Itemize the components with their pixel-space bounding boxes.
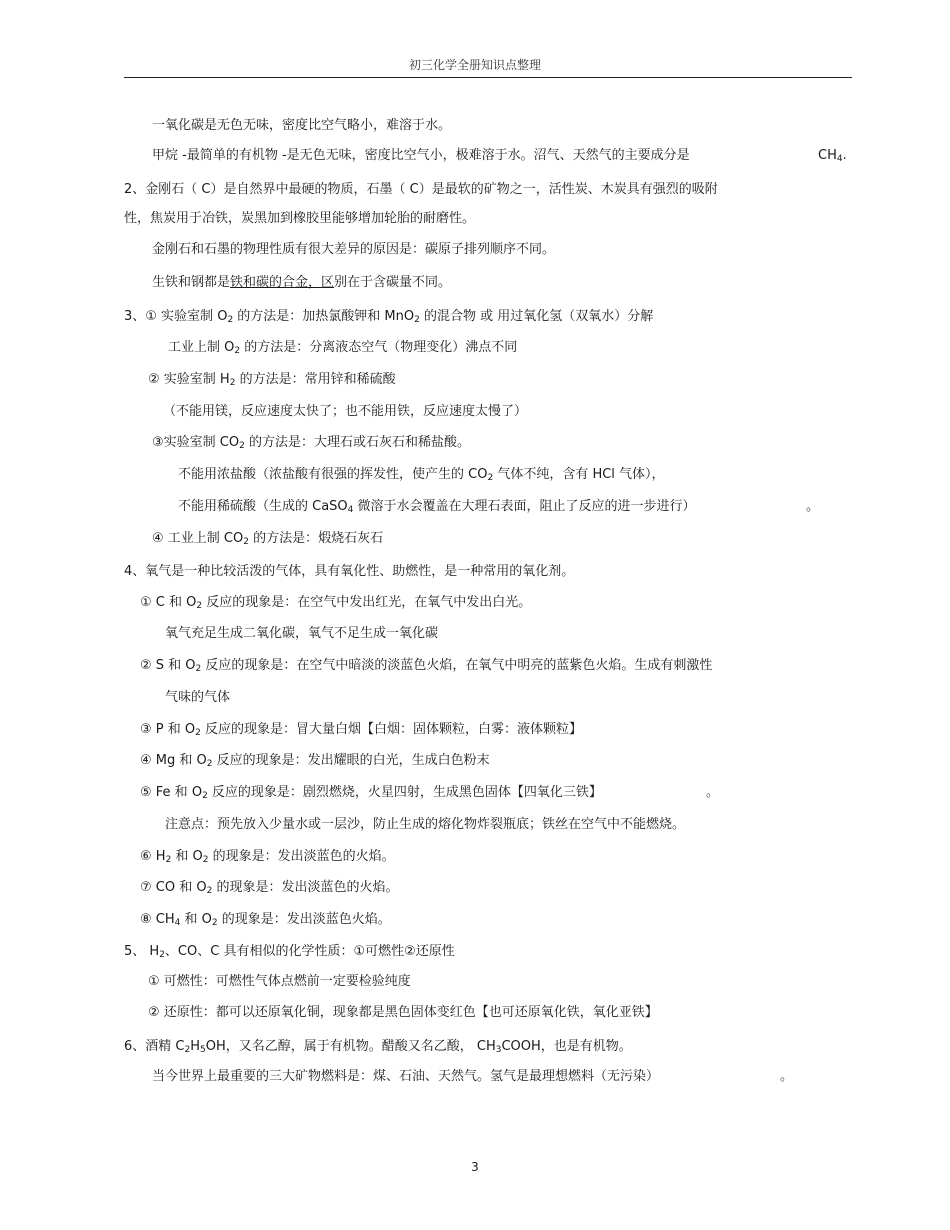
- text-line: 金刚石和石墨的物理性质有很大差异的原因是：碳原子排列顺序不同。: [152, 242, 556, 257]
- text-line: ③实验室制 $CO_2$ 的方法是：大理石或石灰石和稀盐酸。: [152, 435, 470, 451]
- text-line: 性，焦炭用于冶铁，炭黑加到橡胶里能够增加轮胎的耐磨性。: [124, 211, 476, 226]
- text-line: 工业上制 $O_2$ 的方法是：分离液态空气（物理变化）沸点不同: [168, 340, 518, 356]
- text-line: 。: [806, 499, 820, 514]
- text-line: ⑥ $H_2$ 和 $O_2$ 的现象是：发出淡蓝色的火焰。: [140, 849, 395, 865]
- text-line: 气味的气体: [165, 690, 231, 705]
- text-line: ② S 和 $O_2$ 反应的现象是：在空气中暗淡的淡蓝色火焰，在氧气中明亮的蓝紫色火焰。生成有刺激性: [140, 658, 713, 674]
- text-line: ⑧ $CH_4$ 和 $O_2$ 的现象是：发出淡蓝色火焰。: [140, 912, 391, 928]
- text-line: 不能用稀硫酸（生成的 CaSO$_4$ 微溶于水会覆盖在大理石表面，阻止了反应的进一步进行）: [178, 499, 696, 515]
- text-line: 5、 $H_2$、CO、C 具有相似的化学性质：①可燃性②还原性: [124, 944, 455, 960]
- text-line: ② 实验室制 $H_2$ 的方法是：常用锌和稀硫酸: [148, 372, 396, 388]
- text-line: 3、① 实验室制 $O_2$ 的方法是：加热氯酸钾和 MnO$_2$ 的混合物 或 用过氧化氢（双氧水）分解: [124, 309, 654, 325]
- text-line: ④ Mg 和 $O_2$ 反应的现象是：发出耀眼的白光，生成白色粉末: [140, 753, 490, 769]
- text-line: 。: [706, 785, 720, 800]
- text-line: 注意点：预先放入少量水或一层沙，防止生成的熔化物炸裂瓶底；铁丝在空气中不能燃烧。: [165, 817, 686, 832]
- text-line: 6、酒精 $C_2H_5OH$，又名乙醇，属于有机物。醋酸又名乙酸， $CH_3COOH$，也是有机物。: [124, 1039, 632, 1055]
- text-line: ① C 和 $O_2$ 反应的现象是：在空气中发出红光，在氧气中发出白光。: [140, 595, 532, 611]
- text-line: 氧气充足生成二氧化碳，氧气不足生成一氧化碳: [165, 626, 439, 641]
- text-line: ⑦ CO 和 $O_2$ 的现象是：发出淡蓝色的火焰。: [140, 880, 399, 896]
- text-line: ④ 工业上制 $CO_2$ 的方法是：煅烧石灰石: [152, 531, 384, 547]
- page-header-title: 初三化学全册知识点整理: [408, 58, 541, 72]
- text-line: 2、金刚石（ C）是自然界中最硬的物质，石墨（ C）是最软的矿物之一，活性炭、木炭具有强烈的吸附: [124, 182, 718, 197]
- text-line: 。: [780, 1069, 794, 1084]
- text-line: ⑤ Fe 和 $O_2$ 反应的现象是：剧烈燃烧，火星四射，生成黑色固体【四氧化三铁】: [140, 785, 602, 801]
- text-line: 生铁和钢都是铁和碳的合金，区别在于含碳量不同。: [152, 275, 452, 290]
- text-line: 4、氧气是一种比较活泼的气体，具有氧化性、助燃性，是一种常用的氧化剂。: [124, 564, 575, 579]
- text-line: 一氧化碳是无色无味，密度比空气略小，难溶于水。: [152, 118, 452, 133]
- header-rule: [124, 77, 852, 78]
- page-number: 3: [471, 1160, 479, 1174]
- text-line: ① 可燃性：可燃性气体点燃前一定要检验纯度: [148, 974, 411, 989]
- text-line: 不能用浓盐酸（浓盐酸有很强的挥发性，使产生的 $CO_2$ 气体不纯，含有 HCl 气体），: [178, 467, 665, 483]
- text-line: 甲烷 -最简单的有机物 -是无色无味，密度比空气小，极难溶于水。沼气、天然气的主要成分是: [152, 148, 690, 163]
- text-line: 当今世界上最重要的三大矿物燃料是：煤、石油、天然气。氢气是最理想燃料（无污染）: [152, 1069, 660, 1084]
- text-line: $CH_4$.: [818, 148, 847, 164]
- text-line: ② 还原性：都可以还原氧化铜，现象都是黑色固体变红色【也可还原氧化铁，氧化亚铁】: [148, 1005, 658, 1020]
- text-line: ③ P 和 $O_2$ 反应的现象是：冒大量白烟【白烟：固体颗粒，白雾：液体颗粒】: [140, 722, 582, 738]
- text-line: （不能用镁，反应速度太快了；也不能用铁，反应速度太慢了）: [163, 404, 528, 419]
